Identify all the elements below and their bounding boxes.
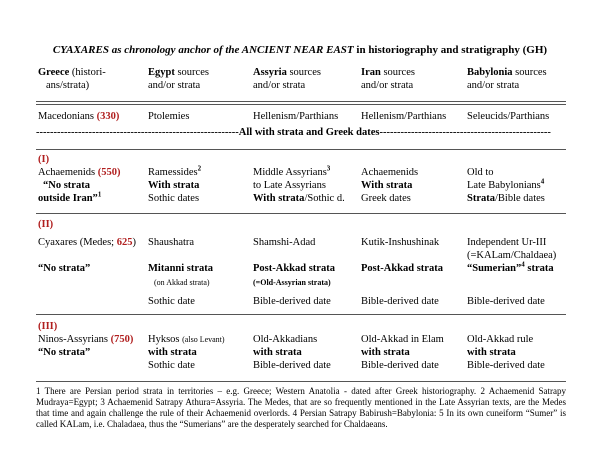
s3-assyria: Old-Akkadians with strata Bible-derived date bbox=[253, 334, 331, 371]
s1-babylonia: Old to Late Babylonians$^4$ Strata/Bible dates bbox=[467, 167, 545, 204]
section-2-number: (II) bbox=[38, 219, 54, 230]
rule-section-2 bbox=[36, 213, 566, 214]
header-assyria: Assyria sources and/or strata bbox=[253, 67, 321, 91]
s2-greece-l1: Cyaxares (Medes; 625) bbox=[38, 237, 136, 248]
s2-iran-l1: Kutik-Inshushinak bbox=[361, 237, 440, 248]
section-3-number: (III) bbox=[38, 321, 58, 332]
s2-assyria-l3: Bible-derived date bbox=[253, 296, 331, 307]
s3-babylonia: Old-Akkad rule with strata Bible-derived date bbox=[467, 334, 545, 371]
s2-iran-l3: Bible-derived date bbox=[361, 296, 439, 307]
section-1-number: (I) bbox=[38, 154, 50, 165]
rule-section-3 bbox=[36, 314, 566, 315]
footnote-text: 1 There are Persian period strata in territories – e.g. Greece; Western Anatolia - dated after Greek historiography. 2 Achaemenid Satrapy Mudraya=Egypt; 3 Achaemenid Satrapy Athura=Assyria. The Medes, that are so frequently mentioned in the Late Assyrian texts, are the Medes that time and again challenge the rule of their Achaemenid overlords. 4 Persian Satrapy Babirush=Babylonia: 5 In its own cuneiform “Sumer” is called KALam, i.e. Chaladaea, thus the “Sumerians” are the desperately searched for Chaldaeans. bbox=[36, 386, 566, 429]
s3-egypt: Hyksos (also Levant) with strata Sothic date bbox=[148, 334, 225, 371]
row-macedonians-babylonia: Seleucids/Parthians bbox=[467, 111, 550, 122]
title-suffix: in historiography and stratigraphy (GH) bbox=[353, 44, 548, 56]
document-title bbox=[0, 44, 600, 56]
row-macedonians-iran: Hellenism/Parthians bbox=[361, 111, 447, 122]
s2-assyria-note: (=Old-Assyrian strata) bbox=[253, 278, 331, 287]
header-babylonia: Babylonia sources and/or strata bbox=[467, 67, 547, 91]
row-macedonians-greece: Macedonians (330) bbox=[38, 111, 120, 122]
header-iran: Iran sources and/or strata bbox=[361, 67, 415, 91]
rule-section-1 bbox=[36, 149, 566, 150]
s1-egypt: Ramessides$^2$ With strata Sothic dates bbox=[148, 164, 202, 204]
header-egypt: Egypt sources and/or strata bbox=[148, 67, 209, 91]
header-rule-bottom bbox=[36, 104, 566, 105]
s2-babylonia-l2: “Sumerian”$^4$ strata bbox=[467, 260, 554, 274]
s2-assyria-l2: Post-Akkad strata bbox=[253, 263, 335, 274]
header-rule-top bbox=[36, 101, 566, 102]
s1-assyria: Middle Assyrians$^3$ to Late Assyrians With strata/Sothic d. bbox=[253, 164, 345, 204]
s1-iran: Achaemenids With strata Greek dates bbox=[361, 167, 419, 204]
s2-egypt-l1: Shaushatra bbox=[148, 237, 195, 248]
s2-assyria-l1: Shamshi-Adad bbox=[253, 237, 316, 248]
s1-greece: Achaemenids (550) “No strata outside Iran”$^1$ bbox=[38, 167, 121, 204]
rule-footnote bbox=[36, 381, 566, 382]
row-macedonians-egypt: Ptolemies bbox=[148, 111, 190, 122]
row-macedonians-assyria: Hellenism/Parthians bbox=[253, 111, 339, 122]
s2-egypt-l3: Sothic date bbox=[148, 296, 195, 307]
header-greece: Greece (histori- ans/strata) bbox=[38, 67, 106, 91]
s2-greece-l2: “No strata” bbox=[38, 263, 91, 274]
dash-separator: ----------------------------------------------------------All with strata and Greek dates------------------------------------------------- bbox=[36, 127, 551, 138]
s3-greece: Ninos-Assyrians (750) “No strata” bbox=[38, 334, 134, 358]
s2-egypt-note: (on Akkad strata) bbox=[154, 278, 210, 287]
s2-babylonia-l1: Independent Ur-III (=KALam/Chaldaea) bbox=[467, 237, 557, 261]
s3-iran: Old-Akkad in Elam with strata Bible-derived date bbox=[361, 334, 444, 371]
s2-iran-l2: Post-Akkad strata bbox=[361, 263, 443, 274]
s2-egypt-l2: Mitanni strata bbox=[148, 263, 214, 274]
s2-babylonia-l3: Bible-derived date bbox=[467, 296, 545, 307]
title-main: CYAXARES as chronology anchor of the ANCIENT NEAR EAST bbox=[52, 44, 354, 56]
